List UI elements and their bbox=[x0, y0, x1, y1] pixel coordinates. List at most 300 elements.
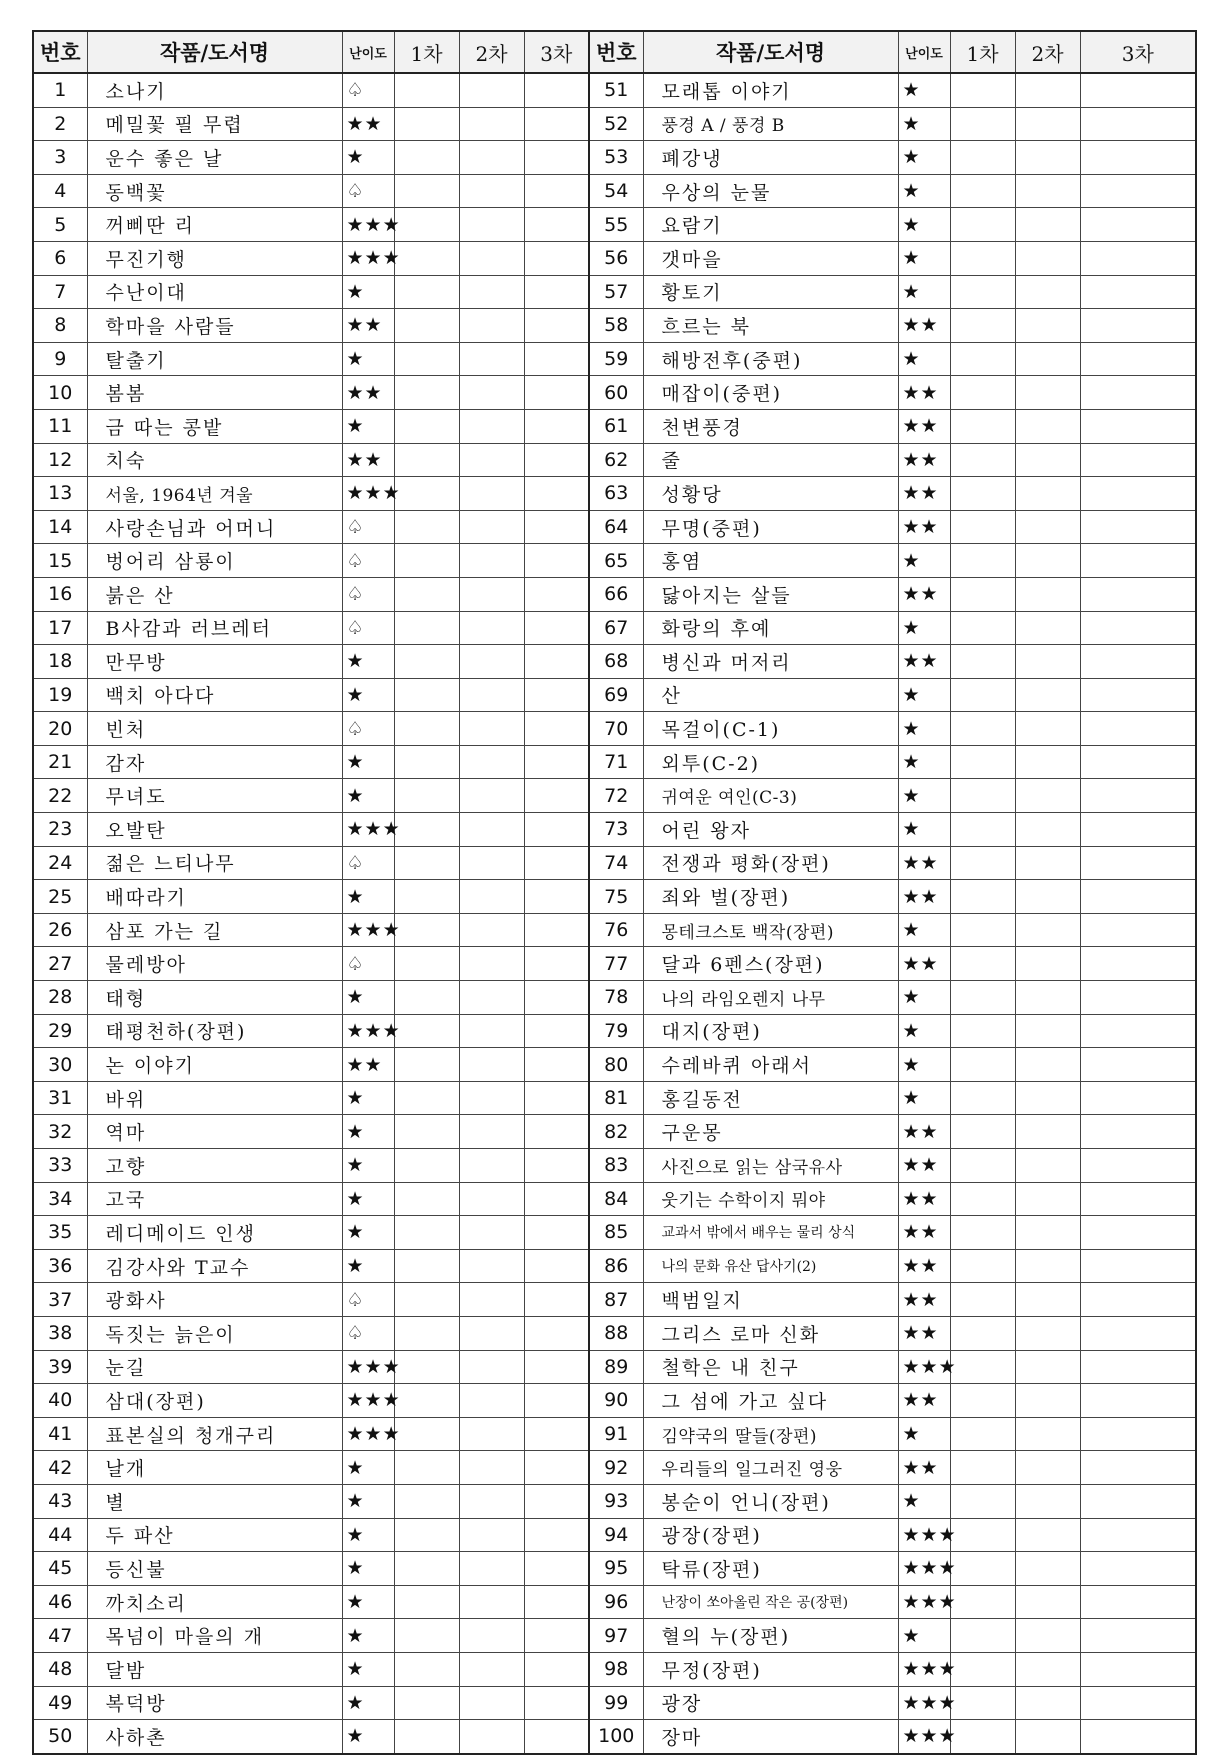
round-3-check-cell[interactable] bbox=[524, 208, 589, 242]
round-2-check-cell[interactable] bbox=[1015, 309, 1080, 343]
round-3-check-cell[interactable] bbox=[1080, 1518, 1196, 1552]
round-1-check-cell[interactable] bbox=[394, 880, 459, 914]
round-3-check-cell[interactable] bbox=[1080, 107, 1196, 141]
round-1-check-cell[interactable] bbox=[950, 208, 1015, 242]
round-2-check-cell[interactable] bbox=[459, 1552, 524, 1586]
round-1-check-cell[interactable] bbox=[394, 645, 459, 679]
round-1-check-cell[interactable] bbox=[394, 779, 459, 813]
round-2-check-cell[interactable] bbox=[459, 1652, 524, 1686]
round-2-check-cell[interactable] bbox=[459, 1720, 524, 1754]
round-3-check-cell[interactable] bbox=[1080, 141, 1196, 175]
round-3-check-cell[interactable] bbox=[524, 947, 589, 981]
round-3-check-cell[interactable] bbox=[524, 376, 589, 410]
round-2-check-cell[interactable] bbox=[459, 1384, 524, 1418]
round-3-check-cell[interactable] bbox=[524, 880, 589, 914]
round-2-check-cell[interactable] bbox=[459, 409, 524, 443]
round-2-check-cell[interactable] bbox=[1015, 73, 1080, 107]
round-1-check-cell[interactable] bbox=[950, 1619, 1015, 1653]
round-1-check-cell[interactable] bbox=[950, 1384, 1015, 1418]
round-3-check-cell[interactable] bbox=[524, 1484, 589, 1518]
round-2-check-cell[interactable] bbox=[1015, 779, 1080, 813]
round-1-check-cell[interactable] bbox=[950, 1585, 1015, 1619]
round-1-check-cell[interactable] bbox=[950, 1720, 1015, 1754]
round-1-check-cell[interactable] bbox=[950, 309, 1015, 343]
round-3-check-cell[interactable] bbox=[1080, 1720, 1196, 1754]
round-1-check-cell[interactable] bbox=[950, 1417, 1015, 1451]
round-2-check-cell[interactable] bbox=[459, 309, 524, 343]
round-2-check-cell[interactable] bbox=[1015, 947, 1080, 981]
round-3-check-cell[interactable] bbox=[1080, 678, 1196, 712]
round-2-check-cell[interactable] bbox=[1015, 577, 1080, 611]
round-2-check-cell[interactable] bbox=[1015, 174, 1080, 208]
round-2-check-cell[interactable] bbox=[459, 275, 524, 309]
round-1-check-cell[interactable] bbox=[950, 947, 1015, 981]
round-2-check-cell[interactable] bbox=[1015, 1149, 1080, 1183]
round-1-check-cell[interactable] bbox=[394, 1652, 459, 1686]
round-1-check-cell[interactable] bbox=[394, 409, 459, 443]
round-2-check-cell[interactable] bbox=[1015, 1417, 1080, 1451]
round-2-check-cell[interactable] bbox=[459, 1619, 524, 1653]
round-1-check-cell[interactable] bbox=[394, 1350, 459, 1384]
round-3-check-cell[interactable] bbox=[1080, 1249, 1196, 1283]
round-2-check-cell[interactable] bbox=[459, 645, 524, 679]
round-3-check-cell[interactable] bbox=[1080, 1451, 1196, 1485]
round-2-check-cell[interactable] bbox=[459, 208, 524, 242]
round-1-check-cell[interactable] bbox=[950, 1552, 1015, 1586]
round-1-check-cell[interactable] bbox=[394, 947, 459, 981]
round-1-check-cell[interactable] bbox=[394, 241, 459, 275]
round-3-check-cell[interactable] bbox=[524, 1081, 589, 1115]
round-1-check-cell[interactable] bbox=[950, 577, 1015, 611]
round-1-check-cell[interactable] bbox=[394, 1316, 459, 1350]
round-2-check-cell[interactable] bbox=[459, 1686, 524, 1720]
round-2-check-cell[interactable] bbox=[459, 1048, 524, 1082]
round-3-check-cell[interactable] bbox=[1080, 1014, 1196, 1048]
round-2-check-cell[interactable] bbox=[459, 846, 524, 880]
round-1-check-cell[interactable] bbox=[394, 107, 459, 141]
round-3-check-cell[interactable] bbox=[1080, 1686, 1196, 1720]
round-1-check-cell[interactable] bbox=[950, 409, 1015, 443]
round-1-check-cell[interactable] bbox=[394, 1484, 459, 1518]
round-1-check-cell[interactable] bbox=[950, 779, 1015, 813]
round-3-check-cell[interactable] bbox=[1080, 846, 1196, 880]
round-3-check-cell[interactable] bbox=[1080, 1048, 1196, 1082]
round-2-check-cell[interactable] bbox=[459, 141, 524, 175]
round-3-check-cell[interactable] bbox=[1080, 1149, 1196, 1183]
round-3-check-cell[interactable] bbox=[524, 678, 589, 712]
round-1-check-cell[interactable] bbox=[394, 309, 459, 343]
round-2-check-cell[interactable] bbox=[459, 1115, 524, 1149]
round-1-check-cell[interactable] bbox=[394, 846, 459, 880]
round-3-check-cell[interactable] bbox=[1080, 1216, 1196, 1250]
round-3-check-cell[interactable] bbox=[524, 275, 589, 309]
round-1-check-cell[interactable] bbox=[394, 712, 459, 746]
round-1-check-cell[interactable] bbox=[950, 745, 1015, 779]
round-3-check-cell[interactable] bbox=[1080, 1283, 1196, 1317]
round-3-check-cell[interactable] bbox=[1080, 947, 1196, 981]
round-2-check-cell[interactable] bbox=[1015, 611, 1080, 645]
round-2-check-cell[interactable] bbox=[459, 981, 524, 1015]
round-3-check-cell[interactable] bbox=[1080, 309, 1196, 343]
round-3-check-cell[interactable] bbox=[1080, 1585, 1196, 1619]
round-3-check-cell[interactable] bbox=[1080, 645, 1196, 679]
round-1-check-cell[interactable] bbox=[394, 1048, 459, 1082]
round-1-check-cell[interactable] bbox=[950, 1652, 1015, 1686]
round-3-check-cell[interactable] bbox=[524, 309, 589, 343]
round-3-check-cell[interactable] bbox=[524, 1350, 589, 1384]
round-3-check-cell[interactable] bbox=[524, 1518, 589, 1552]
round-2-check-cell[interactable] bbox=[459, 1316, 524, 1350]
round-2-check-cell[interactable] bbox=[1015, 981, 1080, 1015]
round-1-check-cell[interactable] bbox=[950, 913, 1015, 947]
round-1-check-cell[interactable] bbox=[950, 813, 1015, 847]
round-3-check-cell[interactable] bbox=[1080, 510, 1196, 544]
round-1-check-cell[interactable] bbox=[394, 577, 459, 611]
round-1-check-cell[interactable] bbox=[394, 141, 459, 175]
round-3-check-cell[interactable] bbox=[1080, 73, 1196, 107]
round-2-check-cell[interactable] bbox=[1015, 1081, 1080, 1115]
round-3-check-cell[interactable] bbox=[1080, 174, 1196, 208]
round-2-check-cell[interactable] bbox=[1015, 645, 1080, 679]
round-3-check-cell[interactable] bbox=[524, 141, 589, 175]
round-1-check-cell[interactable] bbox=[394, 1585, 459, 1619]
round-2-check-cell[interactable] bbox=[459, 779, 524, 813]
round-3-check-cell[interactable] bbox=[1080, 1081, 1196, 1115]
round-3-check-cell[interactable] bbox=[1080, 409, 1196, 443]
round-2-check-cell[interactable] bbox=[1015, 141, 1080, 175]
round-1-check-cell[interactable] bbox=[394, 678, 459, 712]
round-2-check-cell[interactable] bbox=[1015, 1014, 1080, 1048]
round-1-check-cell[interactable] bbox=[950, 1216, 1015, 1250]
round-3-check-cell[interactable] bbox=[1080, 342, 1196, 376]
round-2-check-cell[interactable] bbox=[1015, 107, 1080, 141]
round-1-check-cell[interactable] bbox=[950, 1048, 1015, 1082]
round-1-check-cell[interactable] bbox=[394, 1720, 459, 1754]
round-1-check-cell[interactable] bbox=[950, 1451, 1015, 1485]
round-2-check-cell[interactable] bbox=[459, 813, 524, 847]
round-3-check-cell[interactable] bbox=[1080, 1552, 1196, 1586]
round-3-check-cell[interactable] bbox=[1080, 1350, 1196, 1384]
round-1-check-cell[interactable] bbox=[950, 846, 1015, 880]
round-1-check-cell[interactable] bbox=[394, 544, 459, 578]
round-2-check-cell[interactable] bbox=[459, 1283, 524, 1317]
round-3-check-cell[interactable] bbox=[524, 1115, 589, 1149]
round-2-check-cell[interactable] bbox=[1015, 913, 1080, 947]
round-2-check-cell[interactable] bbox=[459, 1149, 524, 1183]
round-1-check-cell[interactable] bbox=[394, 174, 459, 208]
round-1-check-cell[interactable] bbox=[950, 141, 1015, 175]
round-1-check-cell[interactable] bbox=[950, 241, 1015, 275]
round-1-check-cell[interactable] bbox=[394, 73, 459, 107]
round-2-check-cell[interactable] bbox=[459, 712, 524, 746]
round-1-check-cell[interactable] bbox=[394, 342, 459, 376]
round-1-check-cell[interactable] bbox=[394, 275, 459, 309]
round-1-check-cell[interactable] bbox=[394, 1216, 459, 1250]
round-3-check-cell[interactable] bbox=[524, 510, 589, 544]
round-3-check-cell[interactable] bbox=[524, 712, 589, 746]
round-2-check-cell[interactable] bbox=[459, 1216, 524, 1250]
round-1-check-cell[interactable] bbox=[394, 208, 459, 242]
round-3-check-cell[interactable] bbox=[1080, 880, 1196, 914]
round-2-check-cell[interactable] bbox=[459, 913, 524, 947]
round-2-check-cell[interactable] bbox=[1015, 544, 1080, 578]
round-2-check-cell[interactable] bbox=[1015, 1585, 1080, 1619]
round-2-check-cell[interactable] bbox=[459, 577, 524, 611]
round-2-check-cell[interactable] bbox=[1015, 1249, 1080, 1283]
round-3-check-cell[interactable] bbox=[524, 1585, 589, 1619]
round-1-check-cell[interactable] bbox=[950, 544, 1015, 578]
round-2-check-cell[interactable] bbox=[459, 1350, 524, 1384]
round-1-check-cell[interactable] bbox=[394, 477, 459, 511]
round-1-check-cell[interactable] bbox=[394, 510, 459, 544]
round-1-check-cell[interactable] bbox=[950, 1484, 1015, 1518]
round-3-check-cell[interactable] bbox=[524, 1384, 589, 1418]
round-3-check-cell[interactable] bbox=[524, 1249, 589, 1283]
round-3-check-cell[interactable] bbox=[1080, 241, 1196, 275]
round-3-check-cell[interactable] bbox=[524, 1720, 589, 1754]
round-2-check-cell[interactable] bbox=[1015, 342, 1080, 376]
round-2-check-cell[interactable] bbox=[1015, 1350, 1080, 1384]
round-1-check-cell[interactable] bbox=[394, 376, 459, 410]
round-2-check-cell[interactable] bbox=[1015, 678, 1080, 712]
round-3-check-cell[interactable] bbox=[524, 981, 589, 1015]
round-2-check-cell[interactable] bbox=[459, 376, 524, 410]
round-2-check-cell[interactable] bbox=[1015, 880, 1080, 914]
round-2-check-cell[interactable] bbox=[459, 1518, 524, 1552]
round-2-check-cell[interactable] bbox=[1015, 1552, 1080, 1586]
round-1-check-cell[interactable] bbox=[950, 510, 1015, 544]
round-2-check-cell[interactable] bbox=[1015, 712, 1080, 746]
round-2-check-cell[interactable] bbox=[459, 342, 524, 376]
round-3-check-cell[interactable] bbox=[524, 1283, 589, 1317]
round-1-check-cell[interactable] bbox=[394, 913, 459, 947]
round-1-check-cell[interactable] bbox=[394, 1249, 459, 1283]
round-1-check-cell[interactable] bbox=[950, 645, 1015, 679]
round-2-check-cell[interactable] bbox=[1015, 1316, 1080, 1350]
round-3-check-cell[interactable] bbox=[1080, 477, 1196, 511]
round-2-check-cell[interactable] bbox=[459, 241, 524, 275]
round-1-check-cell[interactable] bbox=[950, 1149, 1015, 1183]
round-2-check-cell[interactable] bbox=[1015, 1484, 1080, 1518]
round-1-check-cell[interactable] bbox=[394, 1283, 459, 1317]
round-2-check-cell[interactable] bbox=[459, 1014, 524, 1048]
round-3-check-cell[interactable] bbox=[1080, 208, 1196, 242]
round-2-check-cell[interactable] bbox=[459, 544, 524, 578]
round-2-check-cell[interactable] bbox=[459, 1451, 524, 1485]
round-3-check-cell[interactable] bbox=[524, 1216, 589, 1250]
round-3-check-cell[interactable] bbox=[1080, 1652, 1196, 1686]
round-3-check-cell[interactable] bbox=[524, 1316, 589, 1350]
round-3-check-cell[interactable] bbox=[1080, 1619, 1196, 1653]
round-1-check-cell[interactable] bbox=[394, 1182, 459, 1216]
round-3-check-cell[interactable] bbox=[1080, 275, 1196, 309]
round-1-check-cell[interactable] bbox=[394, 745, 459, 779]
round-2-check-cell[interactable] bbox=[1015, 376, 1080, 410]
round-2-check-cell[interactable] bbox=[1015, 1283, 1080, 1317]
round-3-check-cell[interactable] bbox=[524, 1619, 589, 1653]
round-1-check-cell[interactable] bbox=[394, 981, 459, 1015]
round-2-check-cell[interactable] bbox=[1015, 1216, 1080, 1250]
round-1-check-cell[interactable] bbox=[950, 376, 1015, 410]
round-3-check-cell[interactable] bbox=[524, 409, 589, 443]
round-2-check-cell[interactable] bbox=[1015, 241, 1080, 275]
round-2-check-cell[interactable] bbox=[1015, 1619, 1080, 1653]
round-3-check-cell[interactable] bbox=[1080, 981, 1196, 1015]
round-1-check-cell[interactable] bbox=[950, 678, 1015, 712]
round-3-check-cell[interactable] bbox=[524, 611, 589, 645]
round-3-check-cell[interactable] bbox=[524, 342, 589, 376]
round-1-check-cell[interactable] bbox=[950, 1283, 1015, 1317]
round-2-check-cell[interactable] bbox=[459, 443, 524, 477]
round-1-check-cell[interactable] bbox=[950, 1518, 1015, 1552]
round-1-check-cell[interactable] bbox=[950, 107, 1015, 141]
round-1-check-cell[interactable] bbox=[950, 443, 1015, 477]
round-2-check-cell[interactable] bbox=[459, 611, 524, 645]
round-1-check-cell[interactable] bbox=[950, 342, 1015, 376]
round-2-check-cell[interactable] bbox=[459, 107, 524, 141]
round-3-check-cell[interactable] bbox=[1080, 376, 1196, 410]
round-3-check-cell[interactable] bbox=[1080, 779, 1196, 813]
round-2-check-cell[interactable] bbox=[1015, 1652, 1080, 1686]
round-2-check-cell[interactable] bbox=[459, 678, 524, 712]
round-2-check-cell[interactable] bbox=[1015, 1115, 1080, 1149]
round-1-check-cell[interactable] bbox=[950, 880, 1015, 914]
round-3-check-cell[interactable] bbox=[524, 1652, 589, 1686]
round-1-check-cell[interactable] bbox=[950, 1081, 1015, 1115]
round-1-check-cell[interactable] bbox=[950, 981, 1015, 1015]
round-2-check-cell[interactable] bbox=[459, 477, 524, 511]
round-2-check-cell[interactable] bbox=[459, 1484, 524, 1518]
round-3-check-cell[interactable] bbox=[1080, 1316, 1196, 1350]
round-3-check-cell[interactable] bbox=[1080, 1115, 1196, 1149]
round-3-check-cell[interactable] bbox=[524, 645, 589, 679]
round-3-check-cell[interactable] bbox=[524, 1149, 589, 1183]
round-1-check-cell[interactable] bbox=[394, 1081, 459, 1115]
round-3-check-cell[interactable] bbox=[1080, 611, 1196, 645]
round-1-check-cell[interactable] bbox=[394, 1384, 459, 1418]
round-2-check-cell[interactable] bbox=[459, 174, 524, 208]
round-3-check-cell[interactable] bbox=[524, 107, 589, 141]
round-3-check-cell[interactable] bbox=[1080, 1182, 1196, 1216]
round-2-check-cell[interactable] bbox=[1015, 1048, 1080, 1082]
round-2-check-cell[interactable] bbox=[1015, 477, 1080, 511]
round-3-check-cell[interactable] bbox=[524, 477, 589, 511]
round-1-check-cell[interactable] bbox=[950, 1014, 1015, 1048]
round-2-check-cell[interactable] bbox=[1015, 1451, 1080, 1485]
round-3-check-cell[interactable] bbox=[524, 1048, 589, 1082]
round-2-check-cell[interactable] bbox=[1015, 1686, 1080, 1720]
round-2-check-cell[interactable] bbox=[1015, 1384, 1080, 1418]
round-3-check-cell[interactable] bbox=[1080, 1484, 1196, 1518]
round-2-check-cell[interactable] bbox=[1015, 409, 1080, 443]
round-3-check-cell[interactable] bbox=[524, 577, 589, 611]
round-3-check-cell[interactable] bbox=[524, 1552, 589, 1586]
round-1-check-cell[interactable] bbox=[950, 1249, 1015, 1283]
round-1-check-cell[interactable] bbox=[394, 1115, 459, 1149]
round-3-check-cell[interactable] bbox=[1080, 813, 1196, 847]
round-1-check-cell[interactable] bbox=[950, 174, 1015, 208]
round-1-check-cell[interactable] bbox=[950, 73, 1015, 107]
round-1-check-cell[interactable] bbox=[394, 813, 459, 847]
round-2-check-cell[interactable] bbox=[1015, 275, 1080, 309]
round-2-check-cell[interactable] bbox=[1015, 1720, 1080, 1754]
round-2-check-cell[interactable] bbox=[459, 1182, 524, 1216]
round-2-check-cell[interactable] bbox=[1015, 1518, 1080, 1552]
round-2-check-cell[interactable] bbox=[1015, 846, 1080, 880]
round-2-check-cell[interactable] bbox=[459, 1081, 524, 1115]
round-1-check-cell[interactable] bbox=[950, 1316, 1015, 1350]
round-3-check-cell[interactable] bbox=[1080, 1417, 1196, 1451]
round-1-check-cell[interactable] bbox=[950, 712, 1015, 746]
round-1-check-cell[interactable] bbox=[950, 1182, 1015, 1216]
round-3-check-cell[interactable] bbox=[524, 813, 589, 847]
round-3-check-cell[interactable] bbox=[1080, 544, 1196, 578]
round-1-check-cell[interactable] bbox=[950, 1115, 1015, 1149]
round-3-check-cell[interactable] bbox=[524, 241, 589, 275]
round-3-check-cell[interactable] bbox=[524, 1451, 589, 1485]
round-3-check-cell[interactable] bbox=[524, 443, 589, 477]
round-2-check-cell[interactable] bbox=[459, 1417, 524, 1451]
round-2-check-cell[interactable] bbox=[1015, 1182, 1080, 1216]
round-3-check-cell[interactable] bbox=[524, 846, 589, 880]
round-2-check-cell[interactable] bbox=[1015, 208, 1080, 242]
round-1-check-cell[interactable] bbox=[394, 1619, 459, 1653]
round-2-check-cell[interactable] bbox=[1015, 443, 1080, 477]
round-2-check-cell[interactable] bbox=[459, 745, 524, 779]
round-3-check-cell[interactable] bbox=[524, 779, 589, 813]
round-1-check-cell[interactable] bbox=[394, 1518, 459, 1552]
round-2-check-cell[interactable] bbox=[459, 1585, 524, 1619]
round-3-check-cell[interactable] bbox=[524, 1182, 589, 1216]
round-2-check-cell[interactable] bbox=[459, 880, 524, 914]
round-1-check-cell[interactable] bbox=[394, 1686, 459, 1720]
round-1-check-cell[interactable] bbox=[394, 1552, 459, 1586]
round-3-check-cell[interactable] bbox=[524, 174, 589, 208]
round-3-check-cell[interactable] bbox=[1080, 577, 1196, 611]
round-1-check-cell[interactable] bbox=[950, 611, 1015, 645]
round-2-check-cell[interactable] bbox=[459, 947, 524, 981]
round-1-check-cell[interactable] bbox=[394, 1417, 459, 1451]
round-1-check-cell[interactable] bbox=[950, 1686, 1015, 1720]
round-3-check-cell[interactable] bbox=[524, 1014, 589, 1048]
round-3-check-cell[interactable] bbox=[1080, 913, 1196, 947]
round-3-check-cell[interactable] bbox=[1080, 712, 1196, 746]
round-3-check-cell[interactable] bbox=[1080, 745, 1196, 779]
round-3-check-cell[interactable] bbox=[524, 745, 589, 779]
round-1-check-cell[interactable] bbox=[394, 443, 459, 477]
round-1-check-cell[interactable] bbox=[950, 275, 1015, 309]
round-1-check-cell[interactable] bbox=[394, 1014, 459, 1048]
round-1-check-cell[interactable] bbox=[394, 1149, 459, 1183]
round-3-check-cell[interactable] bbox=[524, 73, 589, 107]
round-2-check-cell[interactable] bbox=[1015, 510, 1080, 544]
round-2-check-cell[interactable] bbox=[459, 73, 524, 107]
round-1-check-cell[interactable] bbox=[394, 611, 459, 645]
round-2-check-cell[interactable] bbox=[459, 510, 524, 544]
round-3-check-cell[interactable] bbox=[1080, 443, 1196, 477]
round-3-check-cell[interactable] bbox=[524, 1417, 589, 1451]
round-3-check-cell[interactable] bbox=[524, 913, 589, 947]
round-1-check-cell[interactable] bbox=[394, 1451, 459, 1485]
round-1-check-cell[interactable] bbox=[950, 1350, 1015, 1384]
round-3-check-cell[interactable] bbox=[524, 544, 589, 578]
round-3-check-cell[interactable] bbox=[524, 1686, 589, 1720]
round-2-check-cell[interactable] bbox=[1015, 745, 1080, 779]
round-3-check-cell[interactable] bbox=[1080, 1384, 1196, 1418]
round-2-check-cell[interactable] bbox=[1015, 813, 1080, 847]
round-2-check-cell[interactable] bbox=[459, 1249, 524, 1283]
round-1-check-cell[interactable] bbox=[950, 477, 1015, 511]
